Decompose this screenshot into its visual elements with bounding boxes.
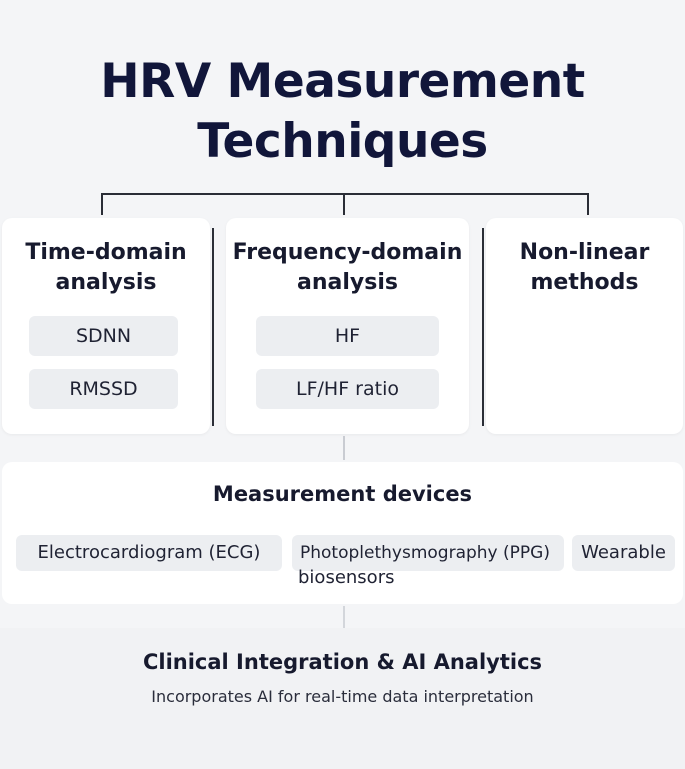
method-item-rmssd: RMSSD: [29, 369, 178, 409]
devices-title: Measurement devices: [212, 482, 473, 506]
category-title: Non-linear methods: [519, 240, 650, 295]
device-item-ppg: Photoplethysmography (PPG): [292, 535, 564, 571]
footer-title: Clinical Integration & AI Analytics: [142, 650, 543, 674]
connector-horizontal: [102, 193, 588, 195]
category-card-non-linear: [486, 218, 683, 434]
device-item-ecg: Electrocardiogram (ECG): [16, 535, 282, 571]
category-title: Time-domain analysis: [25, 240, 187, 295]
connector-to-footer: [343, 606, 345, 628]
connector-left: [101, 193, 103, 215]
diagram-title-line-2: Techniques: [197, 114, 488, 169]
connector-right: [587, 193, 589, 215]
footer-subtitle: Incorporates AI for real-time data interpretation: [151, 687, 534, 706]
column-divider-2: [482, 228, 484, 426]
measurement-devices-panel: [2, 462, 683, 604]
connector-to-devices: [343, 436, 345, 460]
device-item-ppg-continuation: biosensors: [298, 567, 395, 588]
category-title: Frequency-domain analysis: [232, 240, 463, 295]
category-card-frequency-domain: [226, 218, 469, 434]
clinical-integration-panel: [0, 628, 685, 769]
method-item-sdnn: SDNN: [29, 316, 178, 356]
method-item-lf-hf-ratio: LF/HF ratio: [256, 369, 439, 409]
method-item-hf: HF: [256, 316, 439, 356]
diagram-title: [0, 52, 685, 172]
device-item-wearable: Wearable: [572, 535, 675, 571]
diagram-title-line-1: HRV Measurement: [100, 54, 585, 109]
column-divider-1: [212, 228, 214, 426]
connector-center: [343, 193, 345, 215]
category-card-time-domain: [2, 218, 210, 434]
